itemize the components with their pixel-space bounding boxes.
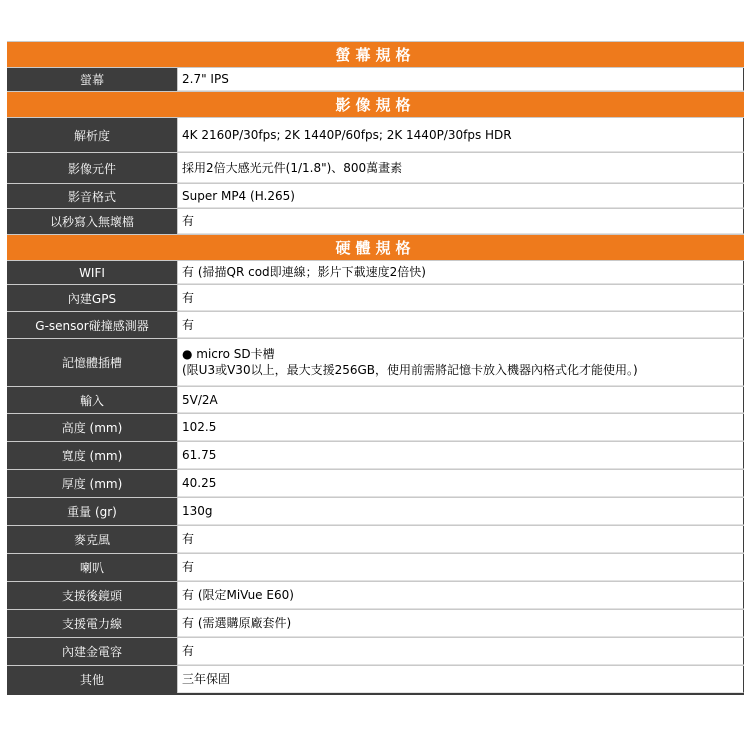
spec-value [178, 118, 744, 152]
spec-value-line: 40.25 [182, 476, 217, 490]
spec-value [178, 68, 744, 91]
spec-label: 高度 (mm) [7, 414, 178, 441]
spec-label: 喇叭 [7, 554, 178, 581]
spec-label: 麥克風 [7, 526, 178, 553]
spec-value [178, 470, 744, 497]
spec-value-line: 有 [182, 290, 195, 305]
spec-row [7, 525, 744, 553]
spec-value-line: (限U3或V30以上，最大支援256GB，使用前需將記憶卡放入機器內格式化才能使用。) [182, 363, 638, 377]
spec-value [178, 666, 744, 693]
spec-label: 以秒寫入無壞檔 [7, 209, 178, 234]
spec-label: 影像元件 [7, 153, 178, 183]
spec-value [178, 442, 744, 469]
spec-table [7, 41, 744, 695]
spec-value [178, 339, 744, 386]
spec-value [178, 285, 744, 311]
spec-row [7, 581, 744, 609]
section-header: 影像規格 [7, 91, 744, 117]
spec-value-line: 有 [182, 532, 195, 546]
spec-row [7, 338, 744, 386]
spec-row [7, 469, 744, 497]
spec-label: 支援電力線 [7, 610, 178, 637]
spec-row [7, 183, 744, 208]
spec-label: G-sensor碰撞感測器 [7, 312, 178, 338]
spec-value [178, 153, 744, 183]
spec-value-line: 5V/2A [182, 392, 218, 407]
spec-value-line: ● micro SD卡槽 [182, 347, 275, 361]
spec-value-line: 三年保固 [182, 672, 231, 686]
spec-value-line: Super MP4 (H.265) [182, 188, 295, 203]
spec-row [7, 152, 744, 183]
spec-value [178, 638, 744, 665]
spec-row [7, 609, 744, 637]
spec-value-line: 2.7" IPS [182, 72, 229, 86]
spec-label: 影音格式 [7, 184, 178, 208]
spec-value [178, 312, 744, 338]
spec-label: 內建GPS [7, 285, 178, 311]
spec-label: WIFI [7, 261, 178, 284]
spec-value-line: 有 [182, 644, 195, 658]
spec-value [178, 498, 744, 525]
spec-label: 其他 [7, 666, 178, 693]
spec-value-line: 4K 2160P/30fps; 2K 1440P/60fps; 2K 1440P/30fps HDR [182, 127, 512, 142]
spec-row [7, 497, 744, 525]
spec-value-line: 102.5 [182, 420, 217, 434]
spec-value-line: 有 [182, 214, 195, 228]
spec-value [178, 261, 744, 284]
spec-row [7, 441, 744, 469]
section-header: 硬體規格 [7, 234, 744, 260]
spec-label: 螢幕 [7, 68, 178, 91]
spec-value [178, 610, 744, 637]
spec-label: 內建金電容 [7, 638, 178, 665]
spec-row [7, 311, 744, 338]
spec-value-line: 有 (需選購原廠套件) [182, 616, 292, 630]
spec-value-line: 130g [182, 504, 213, 518]
spec-value [178, 526, 744, 553]
spec-row [7, 637, 744, 665]
spec-value [178, 554, 744, 581]
spec-label: 厚度 (mm) [7, 470, 178, 497]
spec-row [7, 208, 744, 234]
spec-value [178, 582, 744, 609]
spec-row [7, 665, 744, 693]
section-header: 螢幕規格 [7, 41, 744, 67]
spec-row [7, 413, 744, 441]
table-bottom-border [7, 693, 744, 695]
spec-row [7, 284, 744, 311]
spec-label: 支援後鏡頭 [7, 582, 178, 609]
spec-label: 解析度 [7, 118, 178, 152]
spec-value [178, 387, 744, 413]
spec-row [7, 117, 744, 152]
spec-row [7, 260, 744, 284]
spec-row [7, 553, 744, 581]
spec-value [178, 184, 744, 208]
spec-label: 輸入 [7, 387, 178, 413]
spec-value-line: 採用2倍大感光元件(1/1.8")、800萬畫素 [182, 160, 403, 175]
spec-value [178, 414, 744, 441]
spec-value-line: 有 (限定MiVue E60) [182, 588, 294, 602]
spec-value-line: 有 [182, 317, 195, 332]
spec-label: 記憶體插槽 [7, 339, 178, 386]
spec-row [7, 386, 744, 413]
spec-value-line: 有 (掃描QR cod即連線；影片下載速度2倍快) [182, 265, 426, 279]
spec-row [7, 67, 744, 91]
spec-label: 重量 (gr) [7, 498, 178, 525]
spec-value [178, 209, 744, 234]
spec-value-line: 61.75 [182, 448, 217, 462]
spec-value-line: 有 [182, 560, 195, 574]
spec-label: 寬度 (mm) [7, 442, 178, 469]
